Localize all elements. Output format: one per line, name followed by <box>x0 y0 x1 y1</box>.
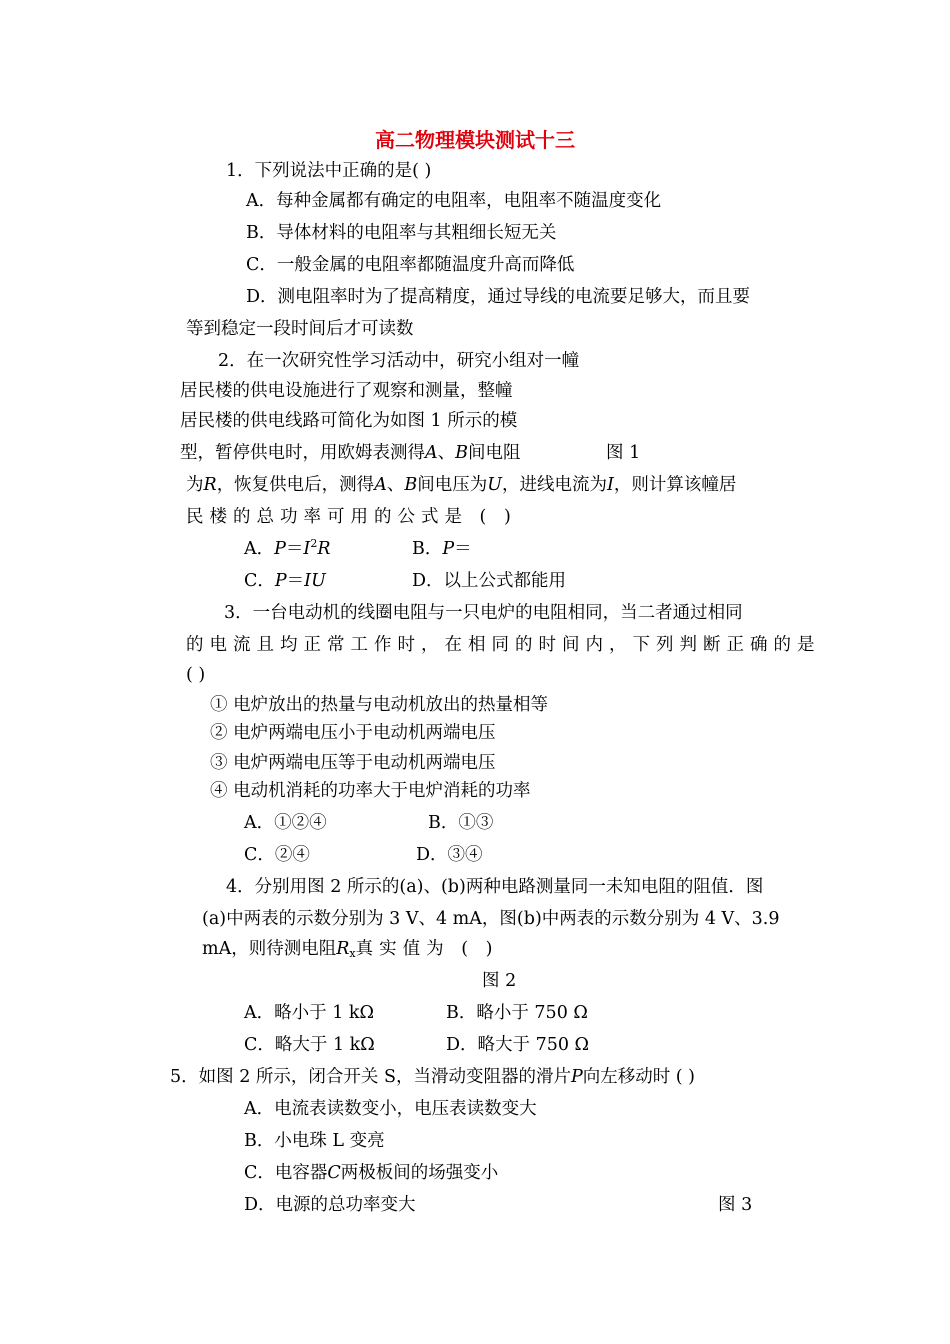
q4-option-c: C．略大于 1 kΩ <box>244 1035 375 1055</box>
q5-stem: 5．如图 2 所示，闭合开关 S，当滑动变阻器的滑片P向左移动时 ( ) <box>170 1067 696 1087</box>
q4-option-a: A．略小于 1 kΩ <box>244 1003 375 1023</box>
q4-option-b: B．略小于 750 Ω <box>446 1003 588 1023</box>
q3-option-a: A．①②④ <box>244 813 327 833</box>
q3-line2: 的电流且均正常工作时，在相同的时间内，下列判断正确的是 <box>186 635 821 655</box>
q3-option-c: C．②④ <box>244 845 310 865</box>
figure-2-caption: 图 2 <box>482 971 517 991</box>
q2-option-b: B．P＝ <box>412 539 472 559</box>
q2-option-c: C．P＝IU <box>244 571 326 591</box>
q4-line2: (a)中两表的示数分别为 3 V、4 mA，图(b)中两表的示数分别为 4 V、3.9 <box>202 909 780 929</box>
q2-line5: 为R，恢复供电后，测得A、B间电压为U，进线电流为I，则计算该幢居 <box>186 475 737 495</box>
q5-option-a: A．电流表读数变小，电压表读数变大 <box>244 1099 537 1119</box>
q2-line6: 民楼的总功率可用的公式是 ( ) <box>186 507 517 527</box>
q1-option-d-line1: D．测电阻率时为了提高精度，通过导线的电流要足够大，而且要 <box>246 287 751 307</box>
figure-1-caption: 图 1 <box>606 443 641 463</box>
q2-line3: 居民楼的供电线路可简化为如图 1 所示的模 <box>180 411 518 431</box>
q4-option-d: D．略大于 750 Ω <box>446 1035 590 1055</box>
q2-line2: 居民楼的供电设施进行了观察和测量，整幢 <box>180 381 513 401</box>
page-title: 高二物理模块测试十三 <box>375 128 575 152</box>
q3-statement-1: ① 电炉放出的热量与电动机放出的热量相等 <box>210 695 549 715</box>
q2-option-d: D．以上公式都能用 <box>412 571 567 591</box>
q1-option-a: A．每种金属都有确定的电阻率，电阻率不随温度变化 <box>246 191 662 211</box>
q5-option-b: B．小电珠 L 变亮 <box>244 1131 385 1151</box>
q5-option-c: C．电容器C两极板间的场强变小 <box>244 1163 499 1183</box>
q3-statement-2: ② 电炉两端电压小于电动机两端电压 <box>210 723 496 743</box>
q2-option-a: A．$P=I^2R$ <box>244 537 331 559</box>
q5-option-d: D．电源的总功率变大 <box>244 1195 416 1215</box>
q3-option-d: D．③④ <box>416 845 483 865</box>
q4-line3: mA，则待测电阻$R_x$真实值为 ( ) <box>202 939 499 960</box>
q2-line4: 型，暂停供电时，用欧姆表测得A、B间电阻 <box>180 443 521 463</box>
q3-statement-4: ④ 电动机消耗的功率大于电炉消耗的功率 <box>210 781 531 801</box>
q3-statement-3: ③ 电炉两端电压等于电动机两端电压 <box>210 753 496 773</box>
q1-stem: 1．下列说法中正确的是( ) <box>226 161 432 181</box>
q1-option-d-line2: 等到稳定一段时间后才可读数 <box>186 319 414 339</box>
q3-line3: ( ) <box>186 665 206 685</box>
q4-line1: 4．分别用图 2 所示的(a)、(b)两种电路测量同一未知电阻的阻值．图 <box>226 877 764 897</box>
q1-option-c: C．一般金属的电阻率都随温度升高而降低 <box>246 255 575 275</box>
q1-option-b: B．导体材料的电阻率与其粗细长短无关 <box>246 223 557 243</box>
q3-option-b: B．①③ <box>428 813 494 833</box>
q3-line1: 3．一台电动机的线圈电阻与一只电炉的电阻相同，当二者通过相同 <box>224 603 743 623</box>
figure-3-caption: 图 3 <box>718 1195 753 1215</box>
q2-line1: 2．在一次研究性学习活动中，研究小组对一幢 <box>218 351 580 371</box>
